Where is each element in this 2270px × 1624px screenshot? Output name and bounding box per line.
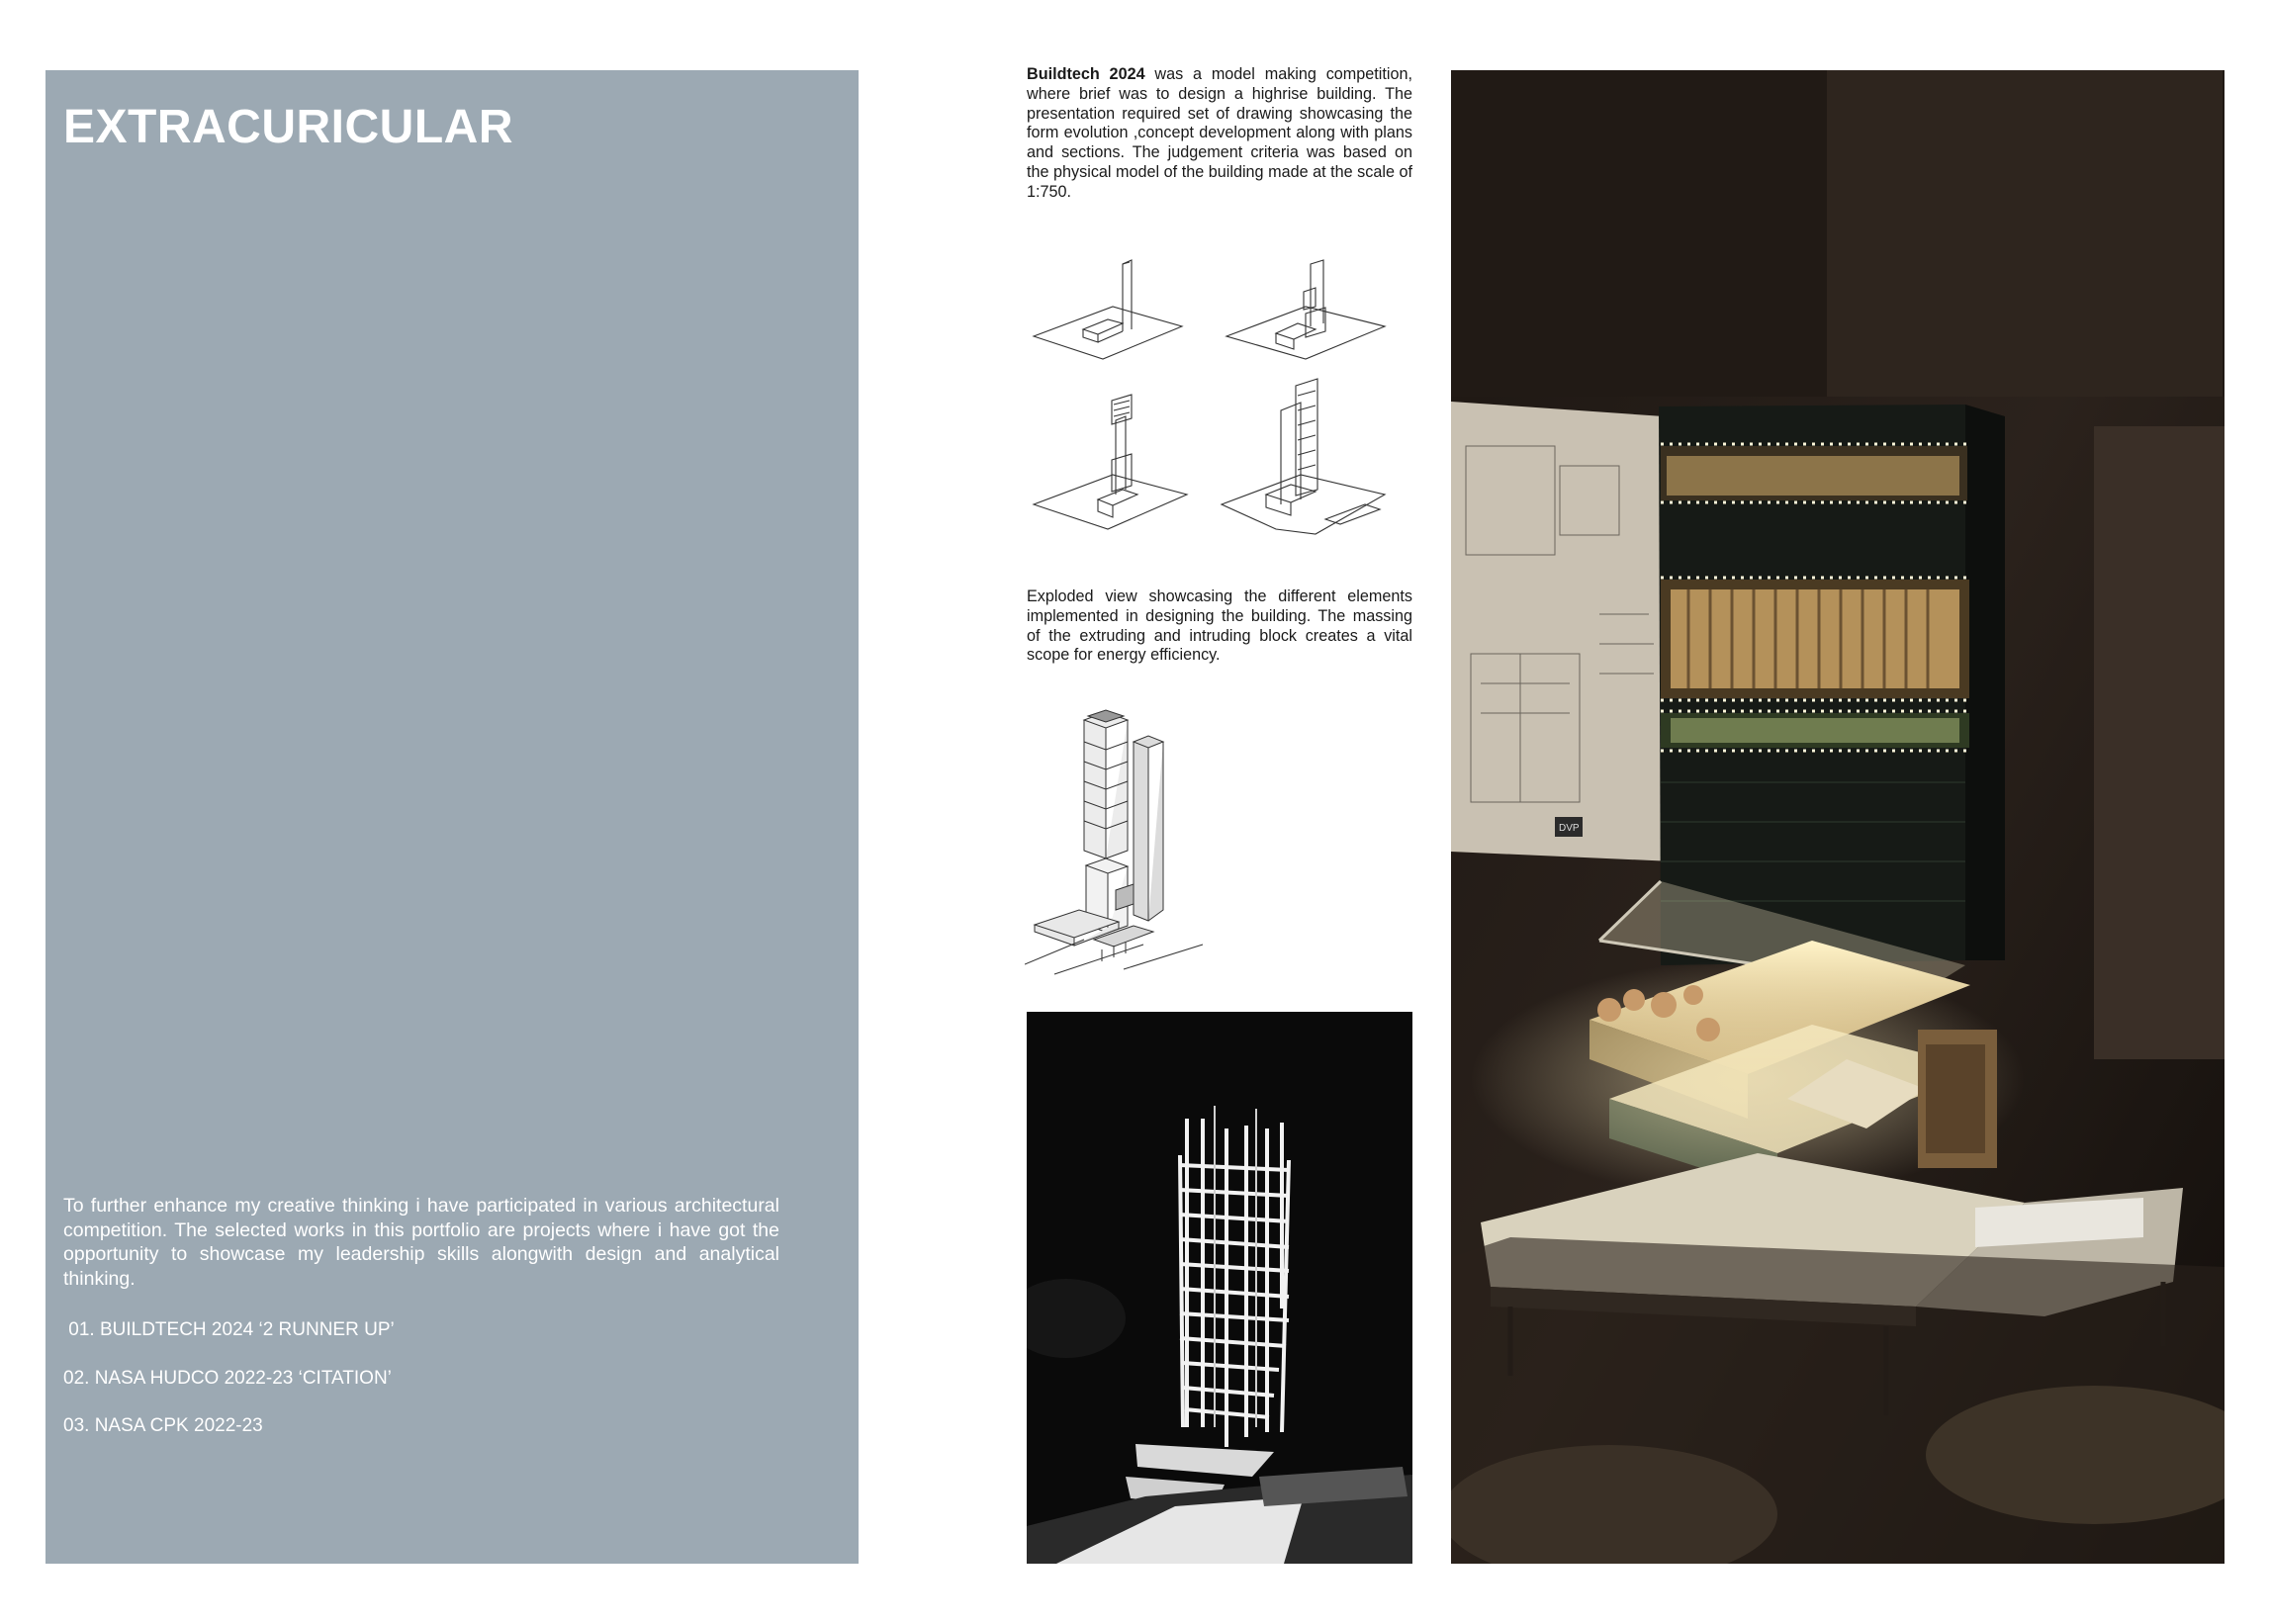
intro-paragraph: To further enhance my creative thinking i have participated in various architectural competition. The selected works in this portfolio are projects where i have got the opportunity to showcase my leadership skills alongwith design and analytical thinking. xyxy=(63,1195,779,1290)
intro-panel xyxy=(45,70,859,1564)
illuminated-model-photo xyxy=(1451,70,2225,1564)
form-step-3 xyxy=(1034,395,1187,529)
illuminated-model-drawing xyxy=(1451,70,2225,1564)
brief-text: was a model making competition, where brief was to design a highrise building. The presentation required set of drawing showcasing the form evolution ,concept development along with plans and sections. The judgement criteria was based on the physical model of the building made at the scale of 1:750. xyxy=(1027,65,1412,201)
form-step-2 xyxy=(1226,260,1385,359)
brief-lead: Buildtech 2024 xyxy=(1027,65,1145,83)
list-item: 02. NASA HUDCO 2022-23 ‘CITATION’ xyxy=(63,1367,392,1389)
section-title: EXTRACURICULAR xyxy=(63,101,513,153)
form-step-4 xyxy=(1222,379,1385,534)
exploded-view-caption: Exploded view showcasing the different elements implemented in designing the building. The massing of the extruding and intruding block creates a vital scope for energy efficiency. xyxy=(1027,587,1412,665)
list-item: 03. NASA CPK 2022-23 xyxy=(63,1415,263,1436)
form-evolution-diagram xyxy=(1029,252,1414,559)
skeleton-model-photo xyxy=(1027,1012,1412,1564)
competition-brief xyxy=(1027,65,1412,203)
exploded-axonometric xyxy=(1025,702,1213,984)
project-list xyxy=(63,1318,395,1463)
skeleton-model-drawing xyxy=(1027,1012,1412,1564)
form-step-1 xyxy=(1034,260,1182,359)
list-item: 01. BUILDTECH 2024 ‘2 RUNNER UP’ xyxy=(63,1319,395,1340)
poster-sign: DVP xyxy=(1559,823,1580,834)
